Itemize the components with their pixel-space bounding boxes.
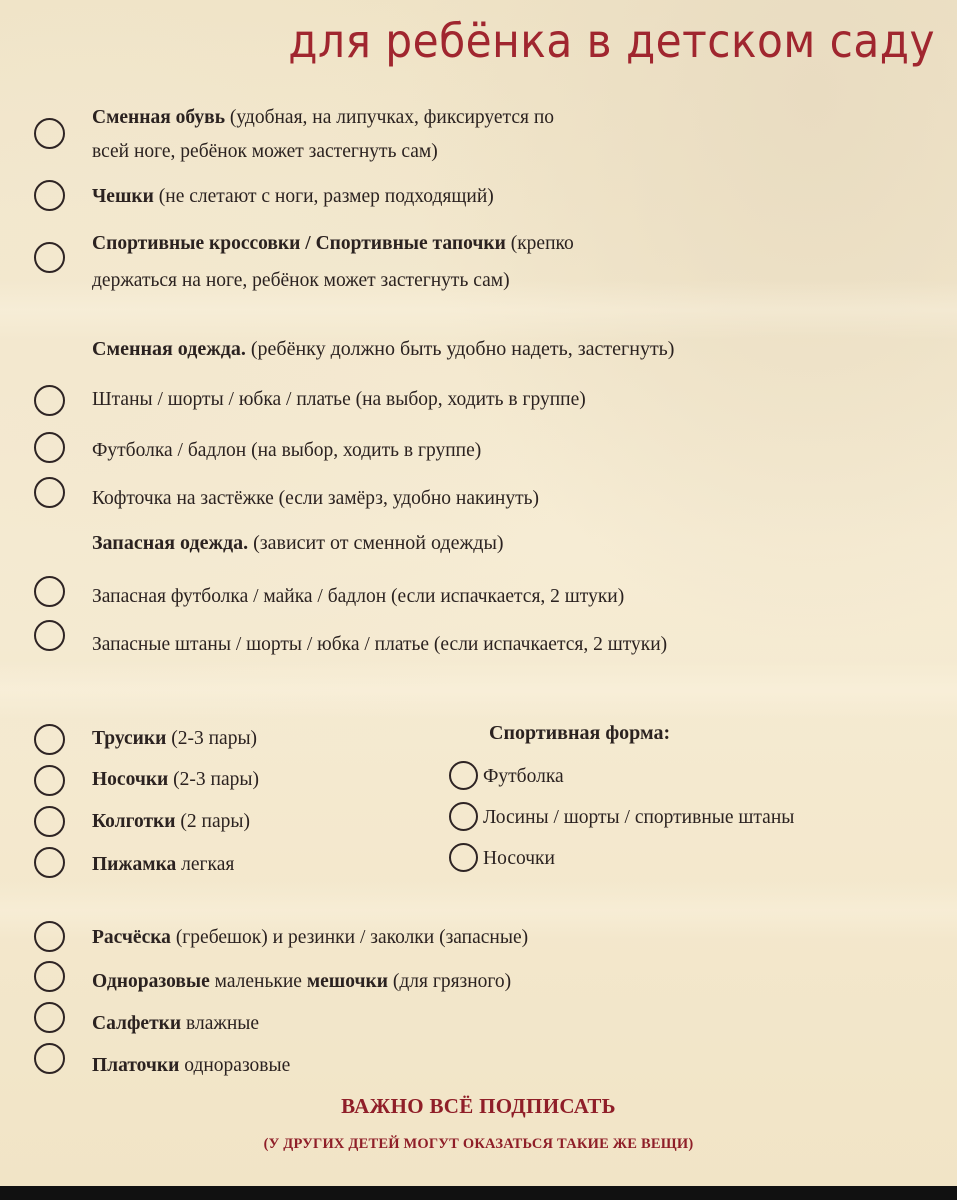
item-shoes-cont: всей ноге, ребёнок может застегнуть сам): [92, 141, 438, 162]
item-sneakers-cont: держаться на ноге, ребёнок может застегнуть сам): [92, 270, 510, 291]
item-cardigan: Кофточка на застёжке (если замёрз, удобно накинуть): [92, 488, 539, 509]
item-socks: Носочки (2-3 пары): [92, 769, 259, 790]
checkbox-circle[interactable]: [34, 724, 65, 755]
checkbox-circle[interactable]: [34, 432, 65, 463]
checkbox-circle[interactable]: [34, 620, 65, 651]
item-sport-tshirt: Футболка: [483, 766, 564, 787]
item-sport-socks: Носочки: [483, 848, 555, 869]
item-tights: Колготки (2 пары): [92, 811, 250, 832]
checkbox-circle[interactable]: [34, 765, 65, 796]
checkbox-circle[interactable]: [449, 802, 478, 831]
background-band: [0, 660, 957, 720]
item-tshirt: Футболка / бадлон (на выбор, ходить в группе): [92, 440, 482, 461]
checkbox-circle[interactable]: [449, 843, 478, 872]
item-cheshki: Чешки (не слетают с ноги, размер подходящий): [92, 186, 494, 207]
item-shoes: Сменная обувь (удобная, на липучках, фиксируется по: [92, 107, 555, 128]
checkbox-circle[interactable]: [34, 576, 65, 607]
item-pajamas: Пижамка легкая: [92, 854, 235, 875]
item-underwear: Трусики (2-3 пары): [92, 728, 258, 749]
item-spare-pants: Запасные штаны / шорты / юбка / платье (если испачкается, 2 штуки): [92, 634, 668, 655]
section-spare-clothes: Запасная одежда. (зависит от сменной одежды): [92, 532, 504, 554]
item-comb: Расчёска (гребешок) и резинки / заколки (запасные): [92, 927, 529, 948]
footer-note: (У ДРУГИХ ДЕТЕЙ МОГУТ ОКАЗАТЬСЯ ТАКИЕ ЖЕ ВЕЩИ): [263, 1136, 694, 1152]
checkbox-circle[interactable]: [34, 118, 65, 149]
checkbox-circle[interactable]: [34, 806, 65, 837]
item-bags: Одноразовые маленькие мешочки (для грязного): [92, 971, 512, 992]
footer-important: ВАЖНО ВСЁ ПОДПИСАТЬ: [341, 1094, 616, 1118]
checkbox-circle[interactable]: [34, 961, 65, 992]
item-spare-tshirt: Запасная футболка / майка / бадлон (если испачкается, 2 штуки): [92, 586, 625, 607]
item-pants: Штаны / шорты / юбка / платье (на выбор, ходить в группе): [92, 389, 586, 410]
checkbox-circle[interactable]: [34, 242, 65, 273]
checkbox-circle[interactable]: [34, 921, 65, 952]
section-change-clothes: Сменная одежда. (ребёнку должно быть удобно надеть, застегнуть): [92, 338, 675, 360]
page-title: для ребёнка в детском саду: [288, 14, 935, 68]
checkbox-circle[interactable]: [34, 477, 65, 508]
checkbox-circle[interactable]: [34, 385, 65, 416]
item-sneakers: Спортивные кроссовки / Спортивные тапочки (крепко: [92, 233, 574, 254]
checkbox-circle[interactable]: [449, 761, 478, 790]
item-wipes: Салфетки влажные: [92, 1013, 260, 1034]
checkbox-circle[interactable]: [34, 1002, 65, 1033]
item-sport-leggings: Лосины / шорты / спортивные штаны: [483, 807, 795, 828]
checkbox-circle[interactable]: [34, 180, 65, 211]
item-tissues: Платочки одноразовые: [92, 1055, 291, 1076]
checkbox-circle[interactable]: [34, 1043, 65, 1074]
checkbox-circle[interactable]: [34, 847, 65, 878]
section-sport-uniform: Спортивная форма:: [489, 722, 671, 744]
bottom-bar: [0, 1186, 957, 1200]
